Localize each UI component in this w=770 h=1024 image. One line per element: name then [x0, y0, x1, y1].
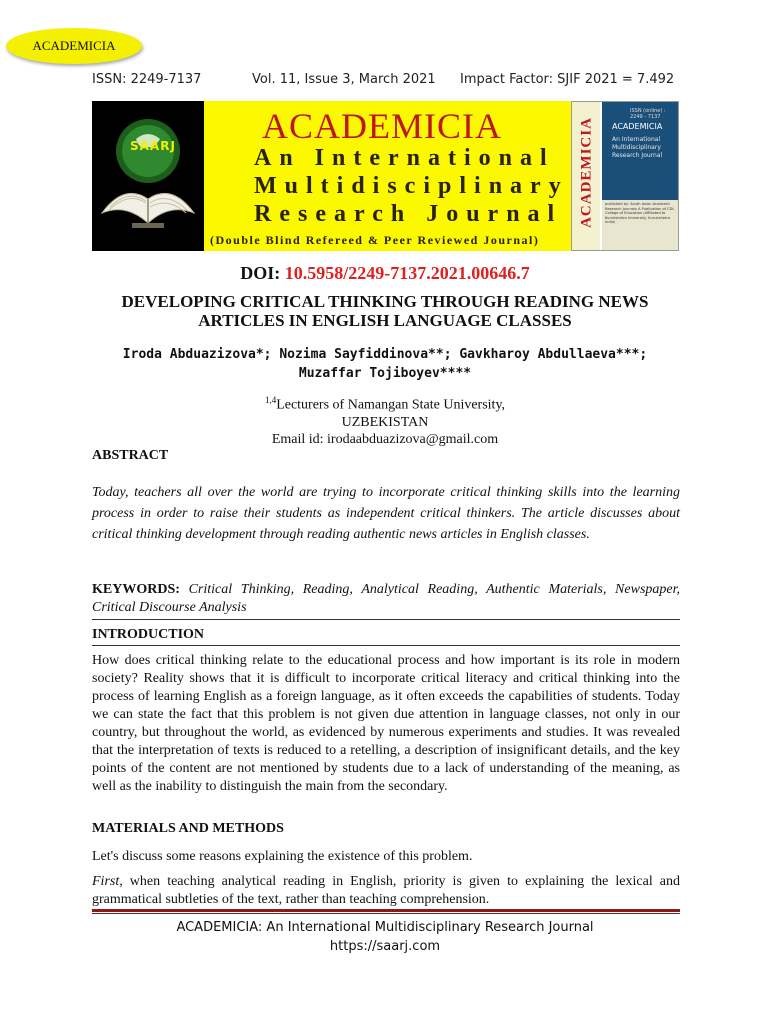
introduction-divider	[92, 645, 680, 646]
introduction-text: How does critical thinking relate to the educational process and how important is its role in modern society? Reality shows that it is difficult to incorporate critical literacy and critical thinking into the process of learning English as a foreign language, as it often exceeds the capabilities of students. Today we can state the fact that this problem is not given due attention in language classes, not only in our country, but throughout the world, as evidenced by numerous experiments and studies. It was revealed that the interpretation of texts is reduced to a retelling, a description of insignificant details, and the key points of the content are not mentioned by students due to a lack of understanding of the meaning, as well as the inability to distinguish the main from the secondary.	[92, 653, 680, 794]
page-footer	[0, 918, 770, 956]
keywords-divider	[92, 619, 680, 620]
author-email[interactable]: Email id: irodaabduazizova@gmail.com	[271, 431, 499, 447]
impact-factor-label: Impact Factor: SJIF 2021 = 7.492	[460, 72, 675, 87]
cover-subtitle: An International Multidisciplinary Research Journal	[612, 136, 663, 159]
doi-line	[0, 263, 770, 284]
banner-line-1: An International	[254, 145, 555, 171]
title-line-2: ARTICLES IN ENGLISH LANGUAGE CLASSES	[198, 311, 572, 330]
methods-first-word: First,	[92, 874, 123, 889]
methods-heading: MATERIALS AND METHODS	[92, 821, 284, 836]
volume-label: Vol. 11, Issue 3, March 2021	[252, 72, 436, 87]
keywords	[92, 581, 680, 617]
authors-line-2: Muzaffar Tojiboyev****	[298, 366, 472, 381]
affiliation	[0, 392, 770, 448]
banner-line-2: Multidisciplinary	[254, 173, 569, 199]
introduction-heading: INTRODUCTION	[92, 627, 205, 642]
footer-divider	[92, 909, 680, 912]
affiliation-sup: 1,4	[264, 395, 277, 405]
issn-label: ISSN: 2249-7137	[92, 72, 202, 87]
saarj-logo	[92, 101, 204, 251]
cover-publisher: published by: South Asian Academic Research Journals A Publication of CDL College of Education (Affiliated to Kurukshetra University, Kurukshetra India)	[605, 202, 675, 225]
abstract-text: Today, teachers all over the world are trying to incorporate critical thinking skills into the learning process in order to raise their students as independent critical thinkers. The article discusses about critical thinking development through reading authentic news articles in English classes.	[92, 485, 680, 542]
affiliation-country: UZBEKISTAN	[341, 414, 429, 430]
methods-paragraph-2-text: when teaching analytical reading in English, priority is given to explaining the lexical and grammatical subtleties of the text, rather than teaching comprehension.	[92, 874, 680, 907]
footer-journal-name: ACADEMICIA: An International Multidisciplinary Research Journal	[176, 920, 594, 935]
banner-line-3: Research Journal	[254, 201, 563, 227]
keywords-label: KEYWORDS:	[92, 582, 180, 597]
abstract-heading: ABSTRACT	[92, 448, 169, 463]
doi-link[interactable]: 10.5958/2249-7137.2021.00646.7	[284, 263, 530, 283]
footer-url[interactable]: https://saarj.com	[329, 939, 441, 954]
methods-paragraph-1: Let's discuss some reasons explaining the existence of this problem.	[92, 849, 473, 864]
affiliation-line-1: Lecturers of Namangan State University,	[276, 397, 506, 413]
doi-label: DOI:	[240, 263, 281, 283]
saarj-logo-text: SAARJ	[130, 139, 176, 153]
footer-divider-thin	[92, 913, 680, 914]
journal-cover-image	[571, 101, 679, 251]
banner-note: (Double Blind Refereed & Peer Reviewed Journal)	[210, 233, 540, 247]
cover-vertical-title: ACADEMICIA	[578, 117, 595, 228]
authors	[60, 345, 710, 383]
journal-badge: ACADEMICIA	[6, 28, 142, 64]
title-line-1: DEVELOPING CRITICAL THINKING THROUGH READING NEWS	[121, 292, 649, 311]
keywords-text: Critical Thinking, Reading, Analytical Reading, Authentic Materials, Newspaper, Critical Discourse Analysis	[92, 582, 680, 615]
article-title	[60, 292, 710, 330]
cover-issn: ISSN (online) : 2249 - 7137	[630, 108, 666, 120]
open-book-icon	[92, 101, 204, 251]
methods-paragraph-2	[92, 873, 680, 909]
authors-line-1: Iroda Abduazizova*; Nozima Sayfiddinova**; Gavkharoy Abdullaeva***;	[122, 347, 648, 362]
banner-title: ACADEMICIA	[262, 106, 502, 146]
cover-name: ACADEMICIA	[612, 122, 663, 131]
journal-banner	[204, 101, 571, 251]
